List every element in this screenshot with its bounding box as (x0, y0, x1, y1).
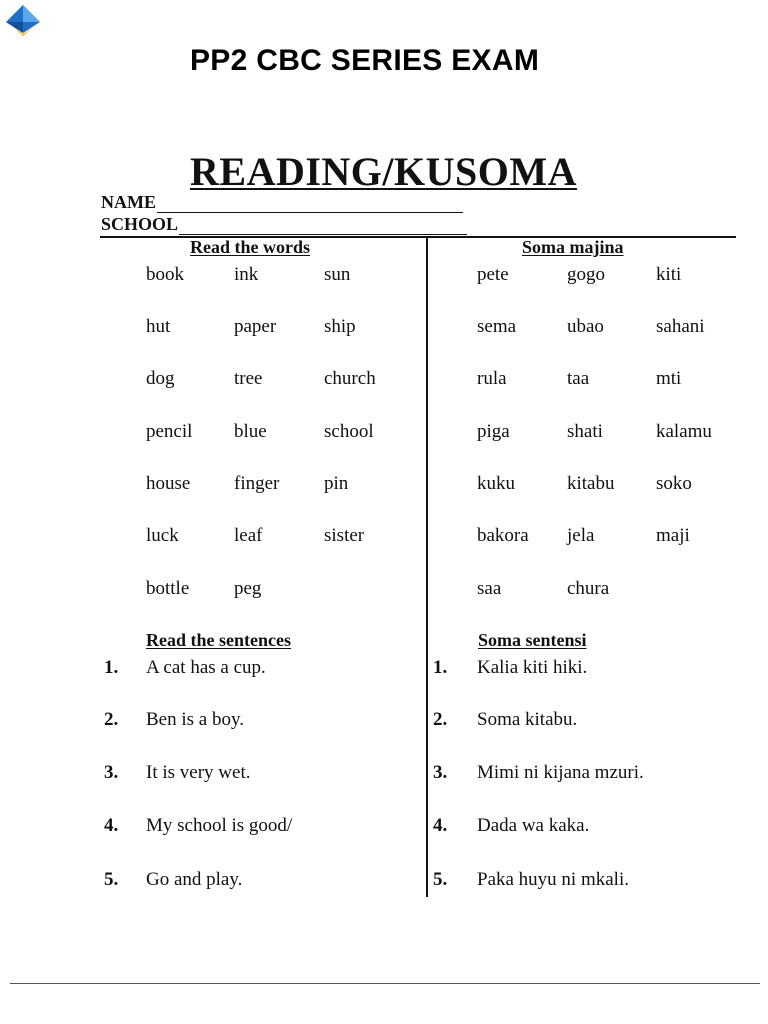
right-sentence-number: 4. (433, 815, 448, 836)
school-blank-line (179, 217, 467, 235)
right-word-r1-c3: kiti (656, 264, 682, 285)
left-word-r4-c3: school (324, 421, 374, 442)
right-word-r1-c2: gogo (567, 264, 605, 285)
left-sentence-number: 5. (104, 869, 119, 890)
right-sentence-number: 3. (433, 762, 448, 783)
right-sentence-number: 1. (433, 657, 448, 678)
right-word-r5-c1: kuku (477, 473, 515, 494)
left-word-r6-c3: sister (324, 525, 365, 546)
left-word-r6-c2: leaf (234, 525, 263, 546)
left-word-r3-c2: tree (234, 368, 263, 389)
right-word-r5-c3: soko (656, 473, 692, 494)
left-sentence-text: Go and play. (146, 869, 243, 890)
soma-sentensi-heading: Soma sentensi (478, 630, 587, 650)
left-word-r2-c3: ship (324, 316, 356, 337)
left-word-r7-c1: bottle (146, 578, 190, 599)
right-word-r4-c2: shati (567, 421, 603, 442)
column-divider (426, 237, 428, 897)
left-word-r5-c1: house (146, 473, 191, 494)
school-field (101, 214, 467, 235)
right-word-r2-c3: sahani (656, 316, 705, 337)
left-word-r4-c1: pencil (146, 421, 193, 442)
right-word-r3-c3: mti (656, 368, 682, 389)
left-word-r6-c1: luck (146, 525, 179, 546)
right-word-r4-c1: piga (477, 421, 510, 442)
left-word-r2-c1: hut (146, 316, 171, 337)
school-label: SCHOOL (101, 214, 179, 234)
document-title: READING/KUSOMA (190, 149, 578, 194)
left-sentence-number: 4. (104, 815, 119, 836)
left-sentence-number: 2. (104, 709, 119, 730)
right-word-r2-c1: sema (477, 316, 517, 337)
right-sentence-text: Paka huyu ni mkali. (477, 869, 629, 890)
soma-majina-heading: Soma majina (522, 237, 624, 257)
right-sentence-text: Dada wa kaka. (477, 815, 590, 836)
left-sentence-text: A cat has a cup. (146, 657, 266, 678)
name-blank-line (157, 195, 463, 213)
diamond-logo-icon (3, 3, 43, 37)
left-word-r4-c2: blue (234, 421, 267, 442)
right-sentence-number: 5. (433, 869, 448, 890)
right-sentence-text: Mimi ni kijana mzuri. (477, 762, 644, 783)
right-sentence-text: Soma kitabu. (477, 709, 578, 730)
left-word-r2-c2: paper (234, 316, 277, 337)
right-word-r6-c3: maji (656, 525, 690, 546)
right-word-r3-c1: rula (477, 368, 507, 389)
left-sentence-text: My school is good/ (146, 815, 293, 836)
right-word-r2-c2: ubao (567, 316, 604, 337)
right-word-r7-c2: chura (567, 578, 610, 599)
series-title: PP2 CBC SERIES EXAM (190, 44, 540, 77)
name-label: NAME (101, 192, 156, 212)
right-word-r5-c2: kitabu (567, 473, 615, 494)
left-word-r5-c2: finger (234, 473, 280, 494)
left-word-r3-c1: dog (146, 368, 175, 389)
name-field (101, 192, 463, 213)
right-word-r7-c1: saa (477, 578, 502, 599)
left-sentence-number: 1. (104, 657, 119, 678)
read-sentences-heading: Read the sentences (146, 630, 291, 650)
left-word-r5-c3: pin (324, 473, 349, 494)
left-sentence-text: It is very wet. (146, 762, 251, 783)
right-word-r4-c3: kalamu (656, 421, 712, 442)
left-word-r1-c1: book (146, 264, 184, 285)
right-word-r6-c2: jela (567, 525, 595, 546)
footer-rule (10, 983, 760, 984)
right-sentence-number: 2. (433, 709, 448, 730)
right-sentence-text: Kalia kiti hiki. (477, 657, 588, 678)
left-sentence-number: 3. (104, 762, 119, 783)
left-word-r7-c2: peg (234, 578, 262, 599)
right-word-r3-c2: taa (567, 368, 590, 389)
left-word-r1-c2: ink (234, 264, 259, 285)
right-word-r1-c1: pete (477, 264, 509, 285)
left-word-r1-c3: sun (324, 264, 351, 285)
right-word-r6-c1: bakora (477, 525, 529, 546)
read-words-heading: Read the words (190, 237, 310, 257)
left-word-r3-c3: church (324, 368, 376, 389)
left-sentence-text: Ben is a boy. (146, 709, 244, 730)
